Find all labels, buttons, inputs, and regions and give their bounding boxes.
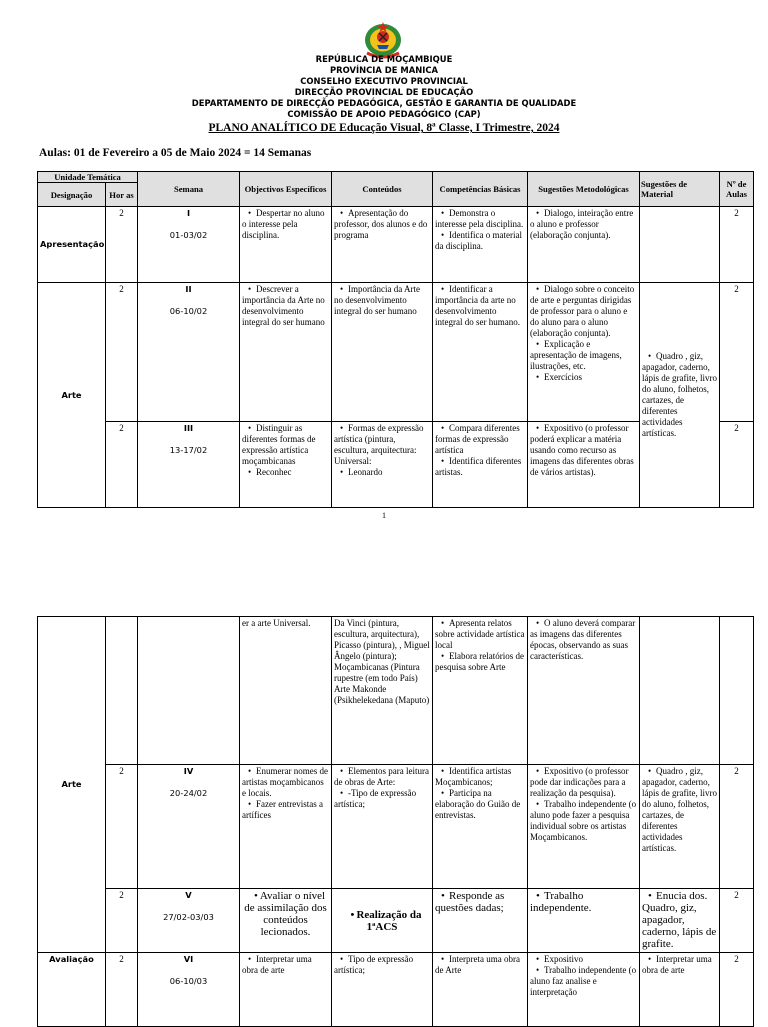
table-row bbox=[38, 207, 754, 283]
header-line-provincia: PROVÍNCIA DE MANICA bbox=[330, 65, 438, 75]
methodology-cell bbox=[528, 953, 640, 1027]
methodology-item: • Trabalho independente. bbox=[530, 890, 637, 914]
contents-cell bbox=[332, 207, 433, 283]
week-number: I bbox=[186, 208, 191, 218]
lessons-count: 2 bbox=[720, 422, 754, 508]
competency-item: • Identifica artistas Moçambicanos; bbox=[435, 766, 525, 788]
contents-cell bbox=[332, 889, 433, 953]
header-line-republica: REPÚBLICA DE MOÇAMBIQUE bbox=[315, 54, 453, 64]
objectives-cell bbox=[240, 889, 332, 953]
header-line-conselho: CONSELHO EXECUTIVO PROVINCIAL bbox=[300, 76, 468, 86]
objectives-cell bbox=[240, 422, 332, 508]
hours-cell: 2 bbox=[106, 953, 138, 1027]
competency-item: • Apresenta relatos sobre actividade artística local bbox=[435, 618, 525, 651]
material-cell bbox=[640, 889, 720, 953]
week-number: II bbox=[185, 284, 192, 294]
material-cell bbox=[640, 207, 720, 283]
methodology-item: • Trabalho independente (o aluno faz analise e interpretação bbox=[530, 965, 637, 998]
header-sugestoes-material: Sugestões de Material bbox=[640, 172, 720, 207]
header-line-comissao: COMISSÃO DE APOIO PEDAGÓGICO (CAP) bbox=[287, 109, 481, 119]
objective-item: • Distinguir as diferentes formas de expressão artística moçambicanas bbox=[242, 423, 329, 467]
methodology-item: • O aluno deverá comparar as imagens das diferentes épocas, observando as suas características. bbox=[530, 618, 637, 662]
competencies-cell bbox=[433, 422, 528, 508]
contents-cell bbox=[332, 953, 433, 1027]
header-competencias: Competências Básicas bbox=[433, 172, 528, 207]
material-cell bbox=[640, 765, 720, 889]
week-number: III bbox=[183, 423, 194, 433]
header-semana: Semana bbox=[138, 172, 240, 207]
contents-cell bbox=[332, 765, 433, 889]
competency-item: • Interpreta uma obra de Arte bbox=[435, 954, 525, 976]
competency-item: • Responde as questões dadas; bbox=[435, 890, 525, 914]
content-item: • Leonardo bbox=[334, 467, 430, 478]
material-item: • Quadro , giz, apagador, caderno, lápis de grafite, livro do aluno, folhetos, cartazes, de diferentes actividades artísticas. bbox=[642, 351, 717, 439]
methodology-item: • Dialogo sobre o conceito de arte e perguntas dirigidas de professor para o aluno e do aluno para o aluno (elaboração conjunta). bbox=[530, 284, 637, 339]
content-item: • Apresentação do professor, dos alunos e do programa bbox=[334, 208, 430, 241]
plan-table-page-2 bbox=[37, 616, 754, 1027]
plan-title: PLANO ANALÍTICO DE Educação Visual, 8ª Classe, I Trimestre, 2024 bbox=[208, 122, 560, 134]
lessons-period: Aulas: 01 de Fevereiro a 05 de Maio 2024 = 14 Semanas bbox=[39, 147, 312, 159]
week-cell bbox=[138, 953, 240, 1027]
methodology-item: • Expositivo (o professor pode dar indicações para a realização da pesquisa). bbox=[530, 766, 637, 799]
week-number: V bbox=[185, 890, 192, 900]
objectives-cell bbox=[240, 765, 332, 889]
competencies-cell bbox=[433, 889, 528, 953]
hours-cell: 2 bbox=[106, 422, 138, 508]
content-item: • -Tipo de expressão artística; bbox=[334, 788, 430, 810]
hours-cell bbox=[106, 617, 138, 765]
material-cell bbox=[640, 283, 720, 508]
lessons-count: 2 bbox=[720, 283, 754, 422]
content-item: • Elementos para leitura de obras de Arte: bbox=[334, 766, 430, 788]
header-n-aulas: Nº de Aulas bbox=[720, 172, 754, 207]
content-item: • Realização da 1ªACS bbox=[334, 909, 430, 933]
competency-item: • Identificar a importância da arte no desenvolvimento integral do ser humano. bbox=[435, 284, 525, 328]
competencies-cell bbox=[433, 617, 528, 765]
header-designacao: Designação bbox=[38, 183, 106, 207]
week-dates: 20-24/02 bbox=[169, 788, 208, 798]
header-sugestoes-metodologicas: Sugestões Metodológicas bbox=[528, 172, 640, 207]
material-item: • Enucia dos. Quadro, giz, apagador, caderno, lápis de grafite. bbox=[642, 890, 717, 950]
competency-item: • Identifica diferentes artistas. bbox=[435, 456, 525, 478]
week-dates: 06-10/03 bbox=[169, 976, 208, 986]
contents-cell bbox=[332, 422, 433, 508]
objective-item: • Avaliar o nível de assimilação dos conteúdos lecionados. bbox=[242, 890, 329, 938]
objective-item: • Reconhec bbox=[242, 467, 329, 478]
material-item: • Interpretar uma obra de arte bbox=[642, 954, 717, 976]
table-row bbox=[38, 617, 754, 765]
methodology-cell bbox=[528, 422, 640, 508]
unit-designation: Avaliação bbox=[38, 953, 106, 1027]
objective-item: • Fazer entrevistas a artífices bbox=[242, 799, 329, 821]
week-dates: 06-10/02 bbox=[169, 306, 208, 316]
page-2 bbox=[0, 600, 768, 1024]
unit-designation: Arte bbox=[38, 283, 106, 508]
header-objectivos: Objectivos Específicos bbox=[240, 172, 332, 207]
header-line-direccao: DIRECÇÃO PROVINCIAL DE EDUCAÇÃO bbox=[294, 87, 474, 97]
objective-item: • Descrever a importância da Arte no desenvolvimento integral do ser humano bbox=[242, 284, 329, 328]
unit-designation: Arte bbox=[38, 617, 106, 953]
unit-designation: Apresentação bbox=[38, 207, 106, 283]
competency-item: • Elabora relatórios de pesquisa sobre Arte bbox=[435, 651, 525, 673]
plan-table-page-1 bbox=[37, 171, 754, 508]
header-conteudos: Conteúdos bbox=[332, 172, 433, 207]
methodology-item: • Expositivo (o professor poderá explicar a matéria usando como recurso as imagens das diferentes obras de vários artistas). bbox=[530, 423, 637, 478]
national-emblem-icon bbox=[359, 19, 407, 59]
week-dates: 27/02-03/03 bbox=[163, 912, 214, 922]
material-cell bbox=[640, 953, 720, 1027]
hours-cell: 2 bbox=[106, 765, 138, 889]
week-cell bbox=[138, 422, 240, 508]
competency-item: • Compara diferentes formas de expressão artística bbox=[435, 423, 525, 456]
lessons-count: 2 bbox=[720, 889, 754, 953]
methodology-item: • Exercícios bbox=[530, 372, 637, 383]
methodology-cell bbox=[528, 765, 640, 889]
week-dates: 01-03/02 bbox=[169, 230, 208, 240]
objectives-cell bbox=[240, 207, 332, 283]
methodology-item: • Trabalho independente (o aluno pode fazer a pesquisa individual sobre os artistas Moçambicanos. bbox=[530, 799, 637, 843]
week-cell bbox=[138, 889, 240, 953]
hours-cell: 2 bbox=[106, 889, 138, 953]
competency-item: • Identifica o material da disciplina. bbox=[435, 230, 525, 252]
header-unidade-tematica: Unidade Temática bbox=[38, 172, 138, 183]
contents-cell bbox=[332, 283, 433, 422]
objectives-cell: er a arte Universal. bbox=[240, 617, 332, 765]
header-line-departamento: DEPARTAMENTO DE DIRECÇÃO PEDAGÓGICA, GESTÃO E GARANTIA DE QUALIDADE bbox=[191, 98, 577, 108]
table-row bbox=[38, 283, 754, 422]
objective-item: • Interpretar uma obra de arte bbox=[242, 954, 329, 976]
week-dates: 13-17/02 bbox=[169, 445, 208, 455]
week-cell bbox=[138, 283, 240, 422]
hours-cell: 2 bbox=[106, 207, 138, 283]
week-cell bbox=[138, 765, 240, 889]
material-cell bbox=[640, 617, 720, 765]
competencies-cell bbox=[433, 953, 528, 1027]
competency-item: • Participa na elaboração do Guião de entrevistas. bbox=[435, 788, 525, 821]
objective-item: • Despertar no aluno o interesse pela disciplina. bbox=[242, 208, 329, 241]
methodology-item: • Dialogo, inteiração entre o aluno e professor (elaboração conjunta). bbox=[530, 208, 637, 241]
content-item: • Importância da Arte no desenvolvimento integral do ser humano bbox=[334, 284, 430, 317]
week-number: IV bbox=[183, 766, 194, 776]
competency-item: • Demonstra o interesse pela disciplina. bbox=[435, 208, 525, 230]
competencies-cell bbox=[433, 765, 528, 889]
methodology-cell bbox=[528, 207, 640, 283]
page-number: 1 bbox=[382, 511, 386, 520]
objectives-cell bbox=[240, 283, 332, 422]
methodology-item: • Expositivo bbox=[530, 954, 637, 965]
methodology-cell bbox=[528, 617, 640, 765]
competencies-cell bbox=[433, 207, 528, 283]
objectives-cell bbox=[240, 953, 332, 1027]
header-horas: Hor as bbox=[106, 183, 138, 207]
methodology-item: • Explicação e apresentação de imagens, ilustrações, etc. bbox=[530, 339, 637, 372]
lessons-count: 2 bbox=[720, 765, 754, 889]
objective-item: • Enumerar nomes de artistas moçambicanos e locais. bbox=[242, 766, 329, 799]
lessons-count: 2 bbox=[720, 207, 754, 283]
contents-cell: Da Vinci (pintura, escultura, arquitectura), Picasso (pintura), , Miguel Ângelo (pintura); Moçambicanas (Pintura rupestre (em todo País) Arte Makonde (Psikhelekedana (Maputo) bbox=[332, 617, 433, 765]
hours-cell: 2 bbox=[106, 283, 138, 422]
content-item: • Tipo de expressão artística; bbox=[334, 954, 430, 976]
lessons-count: 2 bbox=[720, 953, 754, 1027]
methodology-cell bbox=[528, 283, 640, 422]
table-row bbox=[38, 889, 754, 953]
table-row bbox=[38, 765, 754, 889]
table-row bbox=[38, 953, 754, 1027]
lessons-count bbox=[720, 617, 754, 765]
methodology-cell bbox=[528, 889, 640, 953]
content-item: • Formas de expressão artística (pintura, escultura, arquitectura: Universal: bbox=[334, 423, 430, 467]
week-number: VI bbox=[183, 954, 194, 964]
material-item: • Quadro , giz, apagador, caderno, lápis de grafite, livro do aluno, folhetos, cartazes, de diferentes actividades artísticas. bbox=[642, 766, 717, 854]
week-cell bbox=[138, 617, 240, 765]
week-cell bbox=[138, 207, 240, 283]
competencies-cell bbox=[433, 283, 528, 422]
